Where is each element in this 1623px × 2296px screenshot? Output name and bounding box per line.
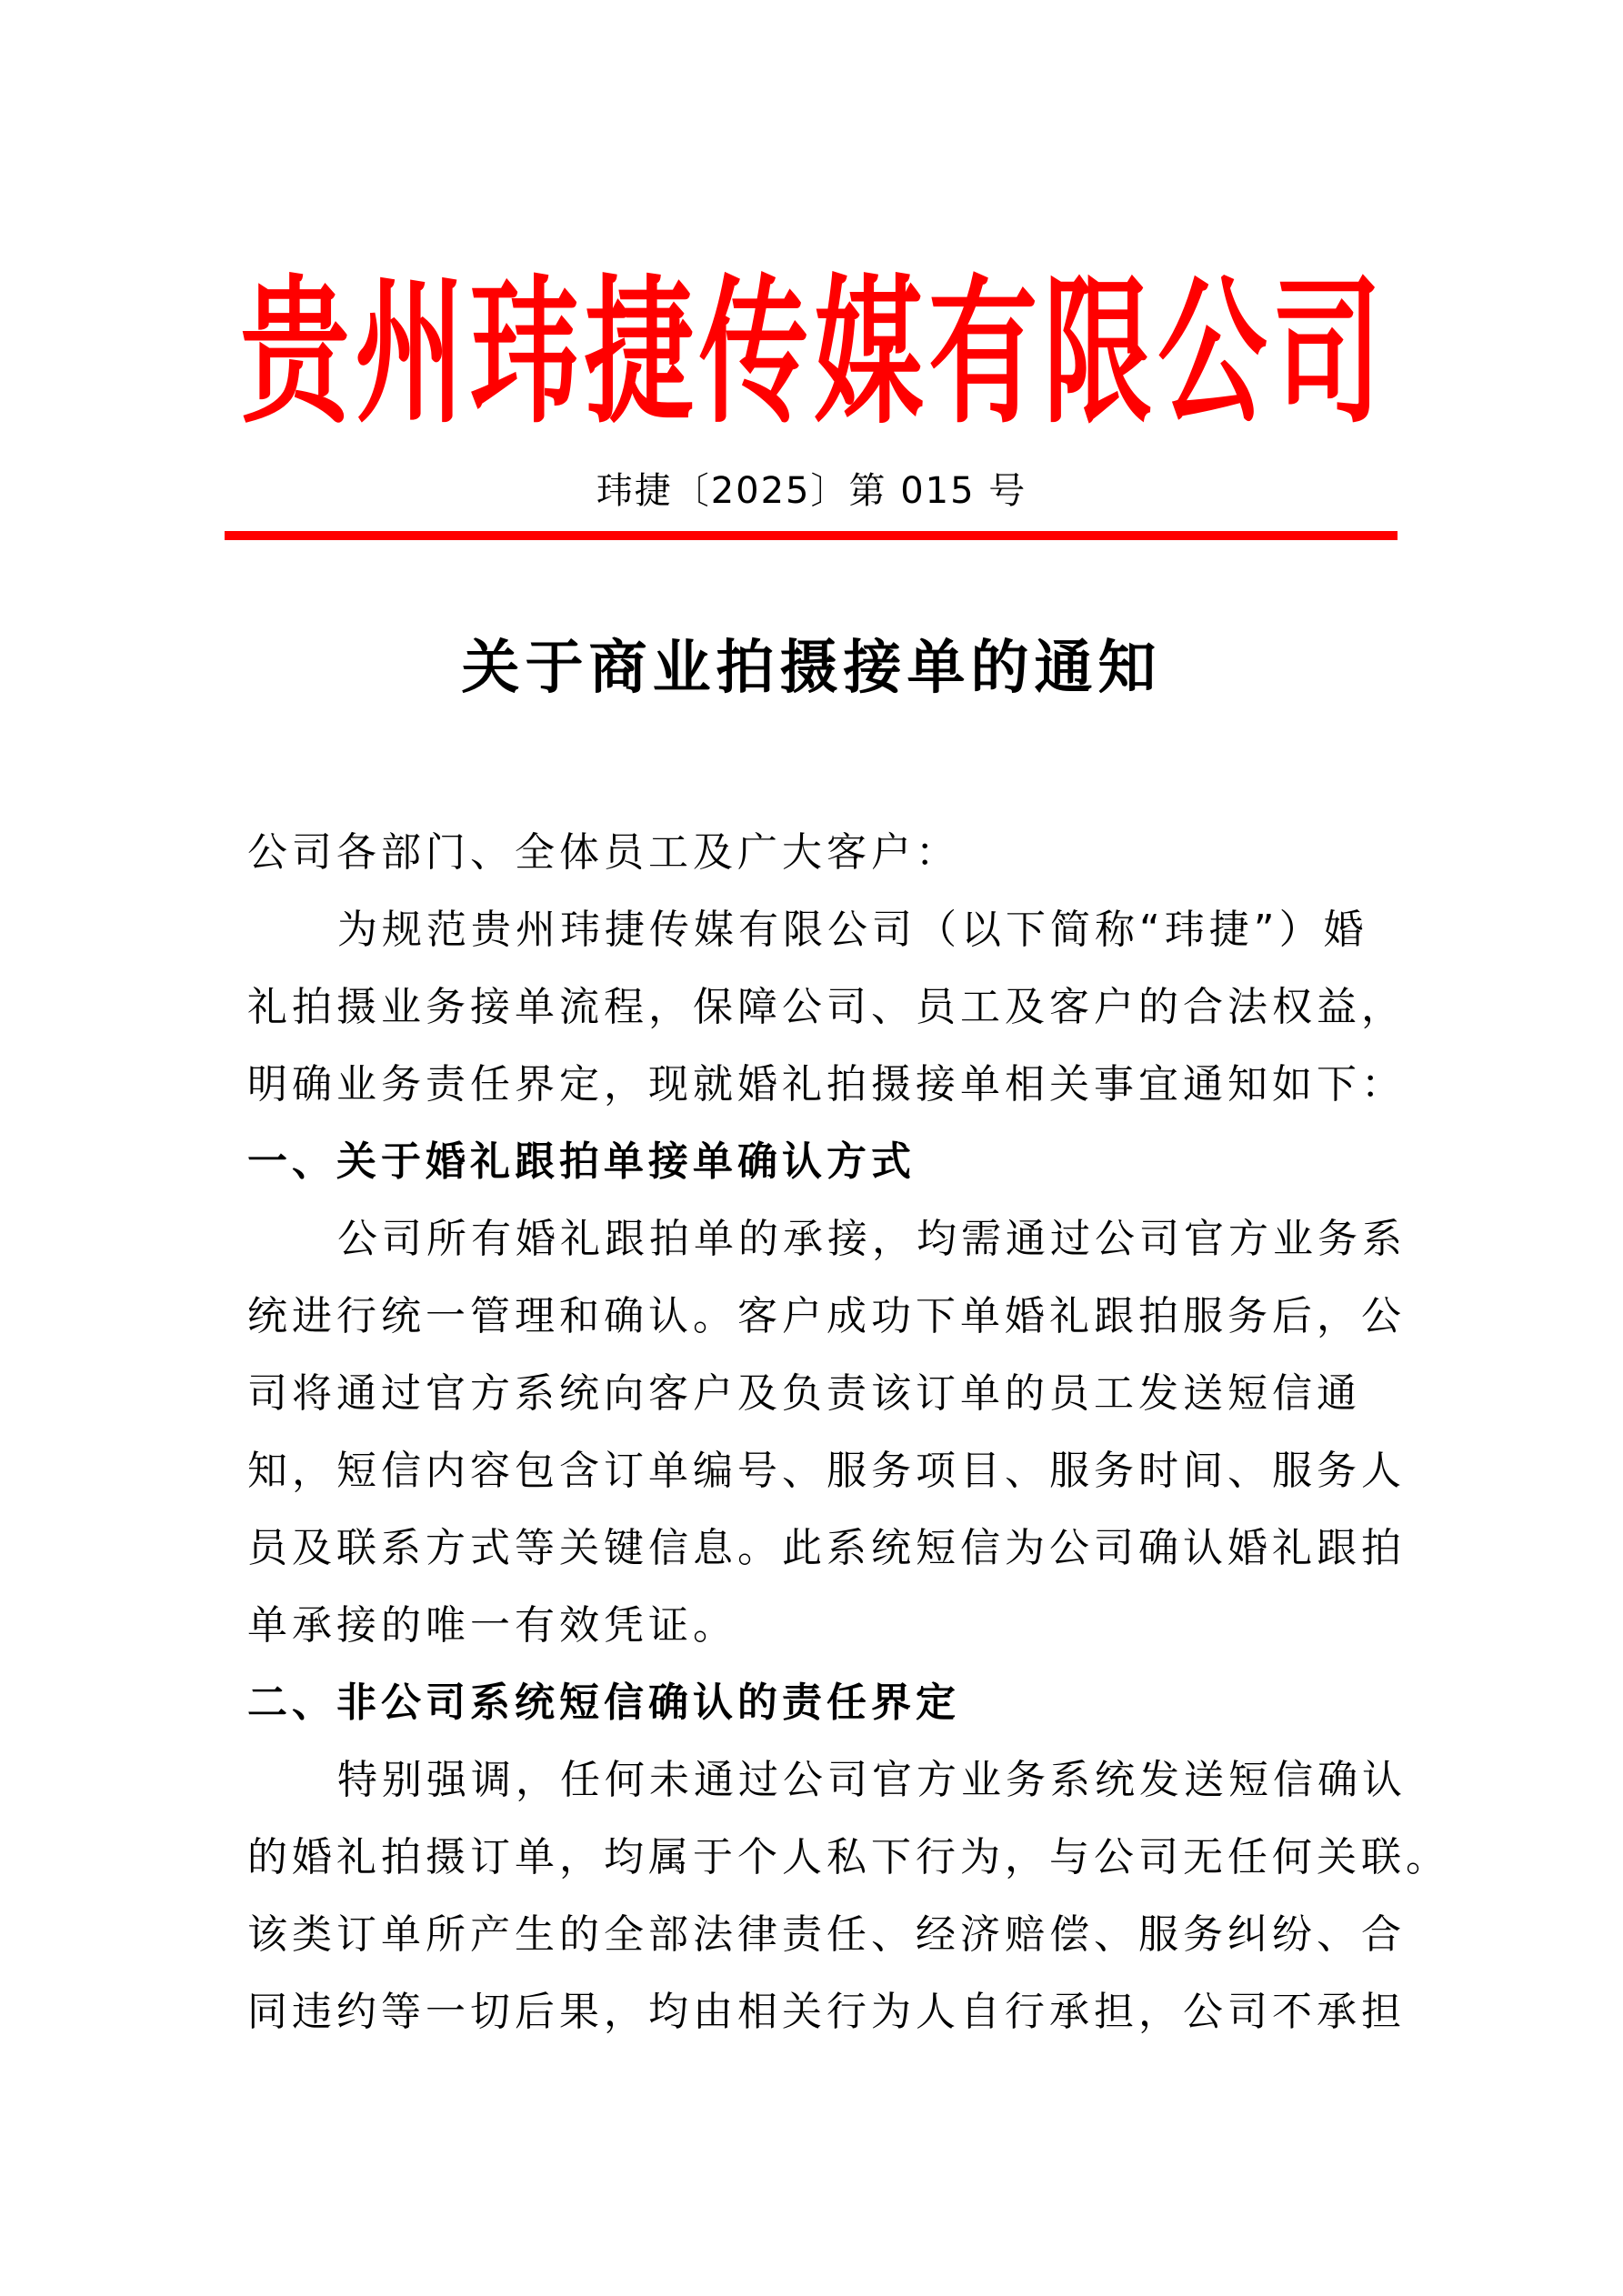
section-heading-2: 二、非公司系统短信确认的责任界定 (247, 1679, 960, 1726)
letterhead-char: 公 (1157, 262, 1267, 446)
salutation: 公司各部门、全体员工及广大客户： (247, 829, 960, 876)
letterhead-char: 媒 (814, 262, 924, 446)
letterhead-char: 州 (355, 262, 465, 446)
document-title: 关于商业拍摄接单的通知 (461, 634, 1162, 702)
letterhead-char: 限 (1043, 262, 1153, 446)
section-1-line: 司将通过官方系统向客户及负责该订单的员工发送短信通 (247, 1370, 1361, 1417)
document-number: 玮捷〔2025〕第 015 号 (596, 470, 1027, 512)
letterhead-char: 有 (928, 262, 1038, 446)
intro-line: 为规范贵州玮捷传媒有限公司（以下简称“玮捷”）婚 (337, 907, 1368, 953)
letterhead-company-name (238, 264, 1384, 446)
section-2-line: 特别强调，任何未通过公司官方业务系统发送短信确认 (337, 1757, 1407, 1803)
letterhead-char: 司 (1272, 262, 1382, 446)
section-1-line: 员及联系方式等关键信息。此系统短信为公司确认婚礼跟拍 (247, 1525, 1406, 1571)
section-1-line: 单承接的唯一有效凭证。 (247, 1602, 737, 1649)
letterhead-char: 玮 (469, 262, 579, 446)
letterhead-char: 贵 (240, 262, 350, 446)
section-heading-1: 一、关于婚礼跟拍单接单确认方式 (247, 1138, 916, 1185)
letterhead-char: 传 (698, 262, 808, 446)
letterhead-char: 捷 (584, 262, 694, 446)
document-body (247, 814, 1450, 2050)
section-2-line: 的婚礼拍摄订单，均属于个人私下行为，与公司无任何关联。 (247, 1834, 1450, 1880)
section-2-line: 该类订单所产生的全部法律责任、经济赔偿、服务纠纷、合 (247, 1911, 1406, 1958)
section-1-line: 公司所有婚礼跟拍单的承接，均需通过公司官方业务系 (337, 1216, 1407, 1262)
intro-line: 礼拍摄业务接单流程，保障公司、员工及客户的合法权益， (247, 984, 1406, 1030)
intro-line: 明确业务责任界定，现就婚礼拍摄接单相关事宜通知如下： (247, 1061, 1406, 1108)
section-1-line: 知，短信内容包含订单编号、服务项目、服务时间、服务人 (247, 1448, 1406, 1494)
section-1-line: 统进行统一管理和确认。客户成功下单婚礼跟拍服务后，公 (247, 1293, 1406, 1339)
letterhead-divider-red-rule (225, 531, 1398, 540)
section-2-line: 同违约等一切后果，均由相关行为人自行承担，公司不承担 (247, 1989, 1406, 2035)
